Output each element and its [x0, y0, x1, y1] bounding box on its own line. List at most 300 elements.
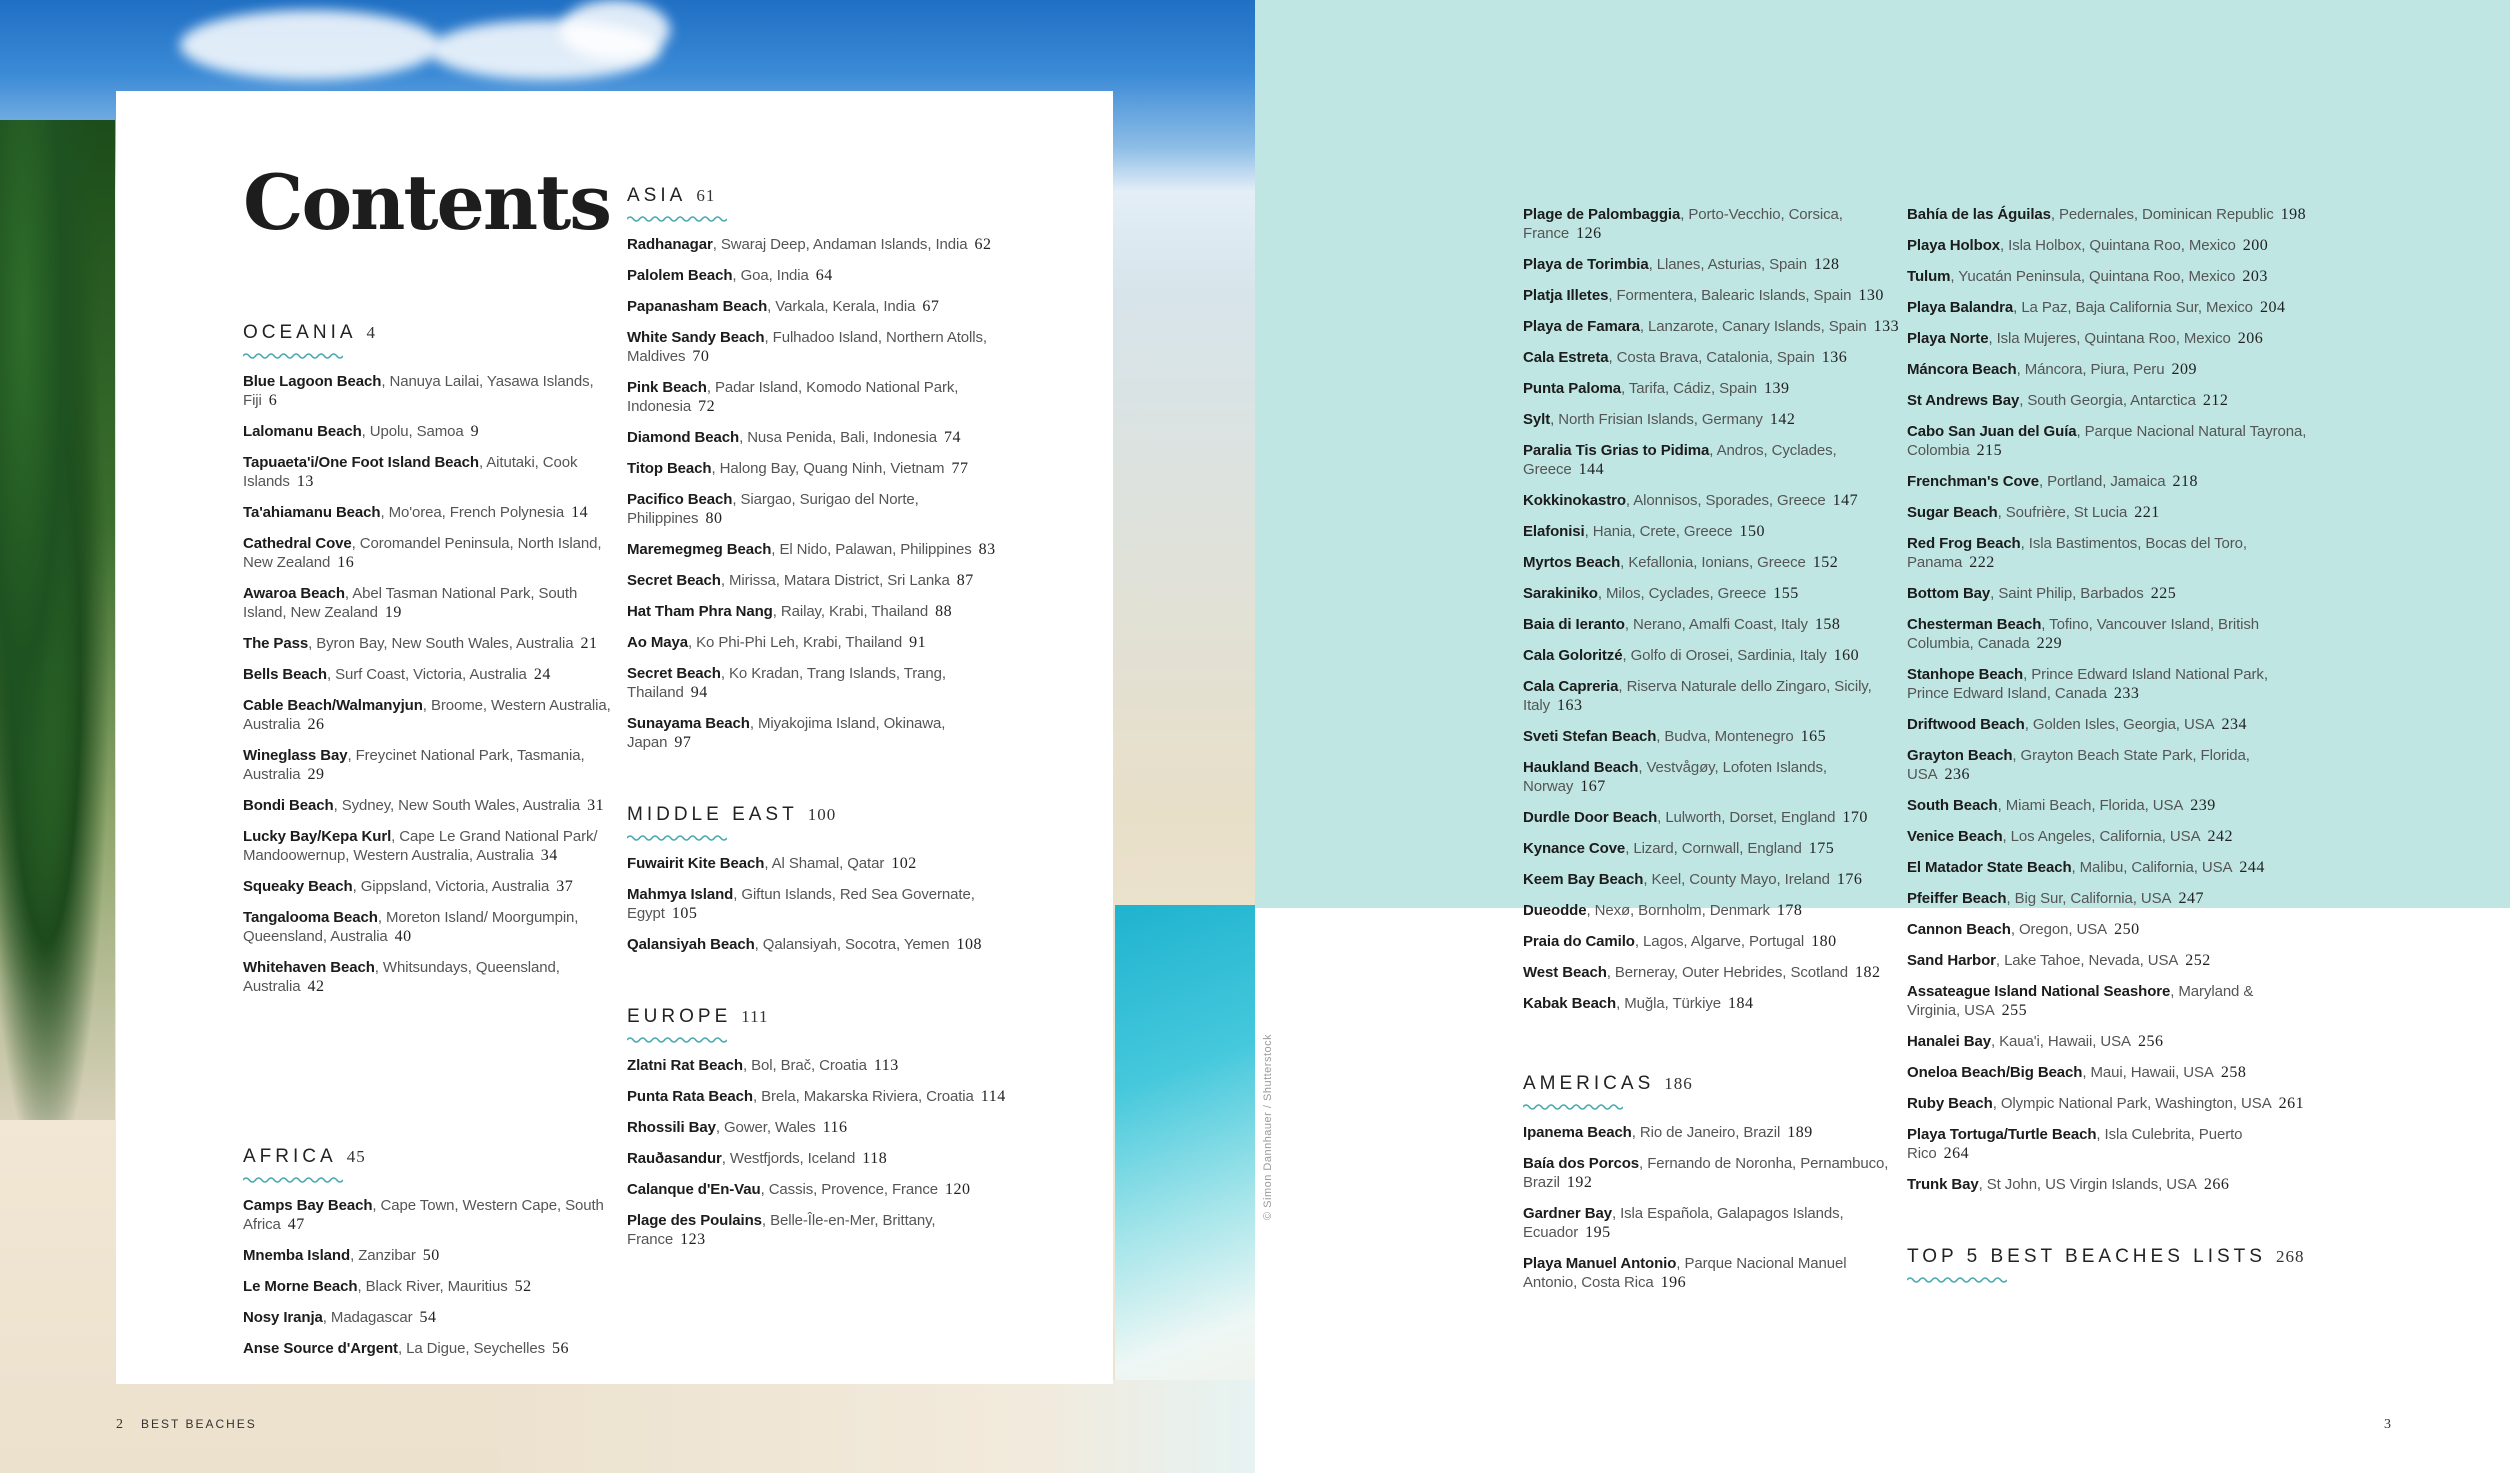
contents-entry[interactable]	[1523, 677, 1903, 715]
beach-name: Fuwairit Kite Beach	[627, 855, 765, 872]
separator: ,	[322, 1309, 331, 1326]
separator: ,	[2039, 473, 2048, 490]
entry-page-number: 150	[1739, 523, 1765, 540]
beach-name: Trunk Bay	[1907, 1176, 1979, 1193]
contents-entry[interactable]	[1907, 360, 2307, 379]
beach-location: Mirissa, Matara District, Sri Lanka	[729, 572, 950, 589]
wave-divider-icon	[243, 1176, 343, 1184]
separator: ,	[1634, 933, 1644, 950]
contents-entry[interactable]	[1907, 503, 2307, 522]
separator: ,	[2050, 206, 2060, 223]
contents-entry[interactable]	[1907, 534, 2307, 572]
entry-page-number: 37	[556, 878, 574, 895]
beach-name: Secret Beach	[627, 572, 721, 589]
separator: ,	[2076, 423, 2085, 440]
separator: ,	[771, 541, 780, 558]
entry-page-number: 147	[1832, 492, 1859, 509]
contents-entry[interactable]	[1907, 584, 2307, 603]
beach-name: Pacifico Beach	[627, 491, 733, 508]
beach-location: Ko Kradan, Trang Islands, Trang, Thailand	[627, 665, 946, 701]
separator: ,	[333, 797, 342, 814]
beach-name: Praia do Camilo	[1523, 933, 1635, 950]
beach-location: Fernando de Noronha, Pernambuco, Brazil	[1523, 1155, 1889, 1191]
contents-entry[interactable]	[1907, 982, 2307, 1020]
beach-name: Playa Manuel Antonio	[1523, 1255, 1677, 1272]
entry-page-number: 105	[671, 905, 698, 922]
entry-page-number: 21	[580, 635, 598, 652]
contents-entry[interactable]	[1907, 298, 2307, 317]
beach-name: Ruby Beach	[1907, 1095, 1993, 1112]
beach-name: Squeaky Beach	[243, 878, 353, 895]
beach-location: Nexø, Bornholm, Denmark	[1594, 902, 1770, 919]
contents-entry[interactable]	[627, 664, 1007, 702]
beach-name: Ao Maya	[627, 634, 688, 651]
beach-location: Saint Philip, Barbados	[1998, 585, 2144, 602]
separator: ,	[1621, 380, 1629, 397]
separator: ,	[1680, 206, 1689, 223]
entry-page-number: 120	[945, 1181, 971, 1198]
section-americas	[1523, 1073, 1903, 1292]
separator: ,	[1639, 1155, 1648, 1172]
separator: ,	[1950, 268, 1959, 285]
beach-location: Lake Tahoe, Nevada, USA	[2004, 952, 2179, 969]
book-title-footer: BEST BEACHES	[141, 1417, 257, 1431]
contents-entry[interactable]	[1523, 379, 1903, 398]
beach-location: South Georgia, Antarctica	[2027, 392, 2196, 409]
contents-entry[interactable]	[243, 453, 623, 491]
entry-page-number: 128	[1814, 256, 1840, 273]
beach-name: Sunayama Beach	[627, 715, 750, 732]
beach-name: Cathedral Cove	[243, 535, 352, 552]
beach-name: Cabo San Juan del Guía	[1907, 423, 2077, 440]
entry-page-number: 234	[2221, 716, 2247, 733]
separator: ,	[361, 423, 370, 440]
entry-page-number: 142	[1769, 411, 1796, 428]
entry-page-number: 24	[533, 666, 551, 683]
beach-location: Kefallonia, Ionians, Greece	[1628, 554, 1806, 571]
separator: ,	[1584, 523, 1593, 540]
beach-name: South Beach	[1907, 797, 1998, 814]
separator: ,	[1608, 349, 1617, 366]
beach-name: Myrtos Beach	[1523, 554, 1621, 571]
beach-location: Llanes, Asturias, Spain	[1656, 256, 1808, 273]
separator: ,	[351, 535, 360, 552]
entry-page-number: 167	[1580, 778, 1606, 795]
beach-location: Rio de Janeiro, Brazil	[1639, 1124, 1781, 1141]
entry-page-number: 29	[307, 766, 325, 783]
contents-entry[interactable]	[243, 584, 623, 622]
contents-entry[interactable]	[627, 935, 1007, 954]
separator: ,	[422, 697, 431, 714]
contents-entry[interactable]	[1523, 758, 1903, 796]
contents-entry[interactable]	[243, 634, 623, 653]
separator: ,	[1625, 840, 1634, 857]
entry-page-number: 88	[935, 603, 953, 620]
beach-location: Isla Holbox, Quintana Roo, Mexico	[2008, 237, 2236, 254]
contents-entry[interactable]	[1907, 1175, 2307, 1194]
section-heading-text: AFRICA	[243, 1146, 337, 1167]
contents-entry[interactable]	[627, 1149, 1007, 1168]
entry-page-number: 80	[705, 510, 723, 527]
contents-entry[interactable]	[1523, 522, 1903, 541]
beach-location: Coromandel Peninsula, North Island, New Zealand	[243, 535, 602, 571]
entry-page-number: 72	[698, 398, 716, 415]
beach-name: Diamond Beach	[627, 429, 740, 446]
contents-entry[interactable]	[1907, 472, 2307, 491]
contents-entry[interactable]	[1523, 1123, 1903, 1142]
section-africa	[243, 1146, 623, 1358]
entry-page-number: 50	[422, 1247, 440, 1264]
contents-entry[interactable]	[627, 633, 1007, 652]
contents-entry[interactable]	[627, 1180, 1007, 1199]
separator: ,	[1995, 952, 2005, 969]
contents-entry[interactable]	[627, 428, 1007, 447]
separator: ,	[1657, 809, 1666, 826]
beach-location: Cape Le Grand National Park/ Mandoowernup, Western Australia, Australia	[243, 828, 598, 864]
beach-name: Kabak Beach	[1523, 995, 1617, 1012]
entry-page-number: 218	[2172, 473, 2199, 490]
beach-name: Rauðasandur	[627, 1150, 722, 1167]
entry-page-number: 70	[692, 348, 710, 365]
contents-entry[interactable]	[243, 503, 623, 522]
separator: ,	[2010, 921, 2019, 938]
separator: ,	[1625, 492, 1634, 509]
contents-entry[interactable]	[1523, 205, 1903, 243]
contents-entry[interactable]	[627, 490, 1007, 528]
beach-location: Máncora, Piura, Peru	[2024, 361, 2165, 378]
contents-entry[interactable]	[243, 827, 623, 865]
contents-entry[interactable]	[1907, 1032, 2307, 1051]
section-heading[interactable]	[243, 322, 623, 344]
beach-name: Playa Norte	[1907, 330, 1989, 347]
beach-name: Secret Beach	[627, 665, 721, 682]
beach-location: Isla Española, Galapagos Islands, Ecuador	[1523, 1205, 1844, 1241]
contents-entry[interactable]	[1907, 889, 2307, 908]
contents-entry[interactable]	[627, 571, 1007, 590]
beach-name: Venice Beach	[1907, 828, 2003, 845]
entry-page-number: 40	[394, 928, 412, 945]
entry-page-number: 126	[1576, 225, 1602, 242]
contents-entry[interactable]	[1523, 870, 1903, 889]
contents-entry[interactable]	[627, 1056, 1007, 1075]
contents-entry[interactable]	[1523, 901, 1903, 920]
entry-page-number: 256	[2137, 1033, 2164, 1050]
beach-location: Golfo di Orosei, Sardinia, Italy	[1630, 647, 1827, 664]
contents-entry[interactable]	[1523, 1154, 1903, 1192]
contents-entry[interactable]	[627, 1087, 1007, 1106]
contents-entry[interactable]	[1907, 1094, 2307, 1113]
separator: ,	[344, 585, 353, 602]
beach-location: Malibu, California, USA	[2079, 859, 2233, 876]
beach-location: St John, US Virgin Islands, USA	[1986, 1176, 2197, 1193]
contents-entry[interactable]	[1523, 441, 1903, 479]
section-page-number: 186	[1664, 1074, 1693, 1093]
contents-entry[interactable]	[1523, 646, 1903, 665]
entry-page-number: 200	[2242, 237, 2269, 254]
contents-entry[interactable]	[627, 235, 1007, 254]
wave-divider-icon	[627, 215, 727, 223]
entry-page-number: 261	[2278, 1095, 2305, 1112]
entry-page-number: 77	[951, 460, 969, 477]
contents-entry[interactable]	[1907, 827, 2307, 846]
beach-name: Lucky Bay/Kepa Kurl	[243, 828, 392, 845]
beach-location: Hania, Crete, Greece	[1592, 523, 1733, 540]
contents-entry[interactable]	[1523, 255, 1903, 274]
separator: ,	[1997, 797, 2006, 814]
section-asia	[627, 185, 1007, 752]
beach-location: Bol, Brač, Croatia	[751, 1057, 867, 1074]
entry-page-number: 198	[2280, 206, 2307, 223]
entry-page-number: 102	[891, 855, 917, 872]
section-page-number: 4	[366, 323, 377, 342]
contents-column-1	[243, 322, 623, 1410]
separator: ,	[1624, 616, 1634, 633]
beach-name: Oneloa Beach/Big Beach	[1907, 1064, 2083, 1081]
entry-page-number: 144	[1578, 461, 1605, 478]
separator: ,	[2071, 859, 2080, 876]
beach-location: Keel, County Mayo, Ireland	[1651, 871, 1830, 888]
entry-page-number: 242	[2207, 828, 2233, 845]
contents-entry[interactable]	[627, 378, 1007, 416]
beach-location: Los Angeles, California, USA	[2010, 828, 2201, 845]
beach-location: Lulworth, Dorset, England	[1665, 809, 1836, 826]
beach-location: Portland, Jamaica	[2047, 473, 2166, 490]
separator: ,	[1990, 585, 1999, 602]
section-page-number: 268	[2275, 1247, 2305, 1266]
beach-name: Wineglass Bay	[243, 747, 348, 764]
contents-entry[interactable]	[243, 1308, 623, 1327]
beach-name: El Matador State Beach	[1907, 859, 2072, 876]
entry-page-number: 180	[1811, 933, 1837, 950]
contents-entry[interactable]	[1523, 1204, 1903, 1242]
beach-location: Siargao, Surigao del Norte, Philippines	[627, 491, 919, 527]
contents-entry[interactable]	[1907, 236, 2307, 255]
contents-entry[interactable]	[243, 1277, 623, 1296]
separator: ,	[733, 886, 742, 903]
section-heading[interactable]	[627, 804, 1007, 826]
contents-entry[interactable]	[1907, 746, 2307, 784]
section-heading[interactable]	[1523, 1073, 1903, 1095]
beach-location: Byron Bay, New South Wales, Australia	[316, 635, 574, 652]
contents-entry[interactable]	[1523, 286, 1903, 305]
beach-name: Rhossili Bay	[627, 1119, 716, 1136]
contents-entry[interactable]	[1523, 994, 1903, 1013]
beach-name: Chesterman Beach	[1907, 616, 2042, 633]
beach-location: Budva, Montenegro	[1664, 728, 1794, 745]
beach-name: Sand Harbor	[1907, 952, 1996, 969]
entry-page-number: 204	[2259, 299, 2286, 316]
contents-entry[interactable]	[1907, 267, 2307, 286]
contents-entry[interactable]	[243, 372, 623, 410]
beach-location: Cassis, Provence, France	[768, 1181, 939, 1198]
contents-entry[interactable]	[1523, 348, 1903, 367]
contents-column-2	[627, 185, 1007, 1301]
contents-entry[interactable]	[243, 534, 623, 572]
contents-entry[interactable]	[243, 665, 623, 684]
section-top-5-best-beaches-lists	[1907, 1246, 2307, 1284]
section-heading[interactable]	[627, 185, 1007, 207]
beach-name: Calanque d'En-Vau	[627, 1181, 761, 1198]
beach-location: Railay, Krabi, Thailand	[780, 603, 929, 620]
separator: ,	[2096, 1126, 2105, 1143]
contents-entry[interactable]	[1907, 665, 2307, 703]
folio-left	[116, 1417, 257, 1433]
contents-entry[interactable]	[243, 1246, 623, 1265]
wave-divider-icon	[1523, 1103, 1623, 1111]
contents-entry[interactable]	[1907, 920, 2307, 939]
contents-entry[interactable]	[1523, 584, 1903, 603]
beach-name: Mnemba Island	[243, 1247, 351, 1264]
beach-name: Sarakiniko	[1523, 585, 1598, 602]
contents-entry[interactable]	[627, 1118, 1007, 1137]
beach-name: Blue Lagoon Beach	[243, 373, 382, 390]
beach-name: Palolem Beach	[627, 267, 733, 284]
contents-entry[interactable]	[1523, 491, 1903, 510]
separator: ,	[2082, 1064, 2091, 1081]
entry-page-number: 94	[690, 684, 708, 701]
beach-location: Big Sur, California, USA	[2014, 890, 2172, 907]
entry-page-number: 175	[1808, 840, 1835, 857]
page-title: Contents	[243, 158, 611, 247]
separator: ,	[377, 909, 386, 926]
beach-location: Moreton Island/ Moorgumpin, Queensland, Australia	[243, 909, 579, 945]
beach-location: Fulhadoo Island, Northern Atolls, Maldives	[627, 329, 987, 365]
contents-entry[interactable]	[1523, 317, 1903, 336]
beach-location: Sydney, New South Wales, Australia	[341, 797, 581, 814]
separator: ,	[350, 1247, 359, 1264]
entry-page-number: 189	[1787, 1124, 1813, 1141]
separator: ,	[712, 236, 721, 253]
beach-name: Cala Capreria	[1523, 678, 1619, 695]
entry-page-number: 215	[1976, 442, 2003, 459]
entry-page-number: 176	[1836, 871, 1863, 888]
beach-location: Miyakojima Island, Okinawa, Japan	[627, 715, 946, 751]
contents-entry[interactable]	[243, 422, 623, 441]
contents-entry[interactable]	[1907, 796, 2307, 815]
contents-entry[interactable]	[1523, 963, 1903, 982]
contents-entry[interactable]	[243, 877, 623, 896]
contents-entry[interactable]	[1907, 715, 2307, 734]
section-heading-text: ASIA	[627, 185, 687, 206]
contents-entry[interactable]	[627, 297, 1007, 316]
contents-entry[interactable]	[243, 1339, 623, 1358]
separator: ,	[1631, 1124, 1640, 1141]
entry-page-number: 264	[1943, 1145, 1970, 1162]
separator: ,	[1620, 554, 1629, 571]
contents-entry[interactable]	[627, 266, 1007, 285]
entry-page-number: 165	[1800, 728, 1827, 745]
contents-entry[interactable]	[1907, 422, 2307, 460]
separator: ,	[2019, 392, 2028, 409]
contents-entry[interactable]	[1907, 1063, 2307, 1082]
contents-entry[interactable]	[243, 1196, 623, 1234]
contents-entry[interactable]	[1907, 615, 2307, 653]
contents-entry[interactable]	[1907, 329, 2307, 348]
entry-page-number: 42	[307, 978, 325, 995]
beach-name: Driftwood Beach	[1907, 716, 2025, 733]
beach-name: Tulum	[1907, 268, 1951, 285]
entry-page-number: 196	[1660, 1274, 1687, 1291]
section-heading-text: EUROPE	[627, 1006, 732, 1027]
contents-entry[interactable]	[627, 1211, 1007, 1249]
separator: ,	[1606, 964, 1615, 981]
entry-page-number: 250	[2114, 921, 2140, 938]
separator: ,	[720, 572, 729, 589]
contents-entry[interactable]	[1907, 1125, 2307, 1163]
entry-page-number: 16	[337, 554, 355, 571]
separator: ,	[772, 603, 781, 620]
contents-entry[interactable]	[1523, 932, 1903, 951]
entry-page-number: 212	[2202, 392, 2229, 409]
section-heading[interactable]	[1907, 1246, 2307, 1268]
beach-location: Black River, Mauritius	[365, 1278, 508, 1295]
contents-entry[interactable]	[1523, 727, 1903, 746]
entry-page-number: 54	[419, 1309, 437, 1326]
beach-name: Playa Balandra	[1907, 299, 2014, 316]
beach-location: Kaua'i, Hawaii, USA	[1999, 1033, 2131, 1050]
contents-entry[interactable]	[243, 796, 623, 815]
entry-page-number: 244	[2239, 859, 2265, 876]
contents-entry[interactable]	[243, 908, 623, 946]
beach-name: Kynance Cove	[1523, 840, 1626, 857]
wave-divider-icon	[243, 352, 343, 360]
contents-entry[interactable]	[1907, 205, 2307, 224]
section-heading[interactable]	[627, 1006, 1007, 1028]
beach-location: Lagos, Algarve, Portugal	[1643, 933, 1805, 950]
beach-name: Playa de Famara	[1523, 318, 1640, 335]
beach-location: Tofino, Vancouver Island, British Columbia, Canada	[1907, 616, 2260, 652]
beach-name: Durdle Door Beach	[1523, 809, 1658, 826]
contents-entry[interactable]	[627, 540, 1007, 559]
separator: ,	[764, 329, 773, 346]
beach-name: Playa Tortuga/Turtle Beach	[1907, 1126, 2097, 1143]
contents-entry[interactable]	[1523, 410, 1903, 429]
contents-entry[interactable]	[1523, 553, 1903, 572]
contents-entry[interactable]	[1907, 858, 2307, 877]
contents-entry[interactable]	[243, 696, 623, 734]
contents-entry[interactable]	[1907, 951, 2307, 970]
entry-page-number: 130	[1858, 287, 1884, 304]
beach-location: Maui, Hawaii, USA	[2090, 1064, 2214, 1081]
page-number-left: 2	[116, 1417, 123, 1432]
beach-location: Andros, Cyclades, Greece	[1523, 442, 1837, 478]
separator: ,	[732, 491, 741, 508]
contents-entry[interactable]	[1523, 615, 1903, 634]
contents-entry[interactable]	[1523, 839, 1903, 858]
contents-entry[interactable]	[1523, 808, 1903, 827]
beach-location: Padar Island, Komodo National Park, Indonesia	[627, 379, 959, 415]
beach-location: Nerano, Amalfi Coast, Italy	[1633, 616, 1808, 633]
contents-entry[interactable]	[627, 459, 1007, 478]
beach-location: Porto-Vecchio, Corsica, France	[1523, 206, 1843, 242]
entry-page-number: 266	[2203, 1176, 2230, 1193]
contents-entry[interactable]	[627, 602, 1007, 621]
contents-entry[interactable]	[1523, 1254, 1903, 1292]
contents-entry[interactable]	[627, 854, 1007, 873]
contents-entry[interactable]	[627, 885, 1007, 923]
contents-entry[interactable]	[627, 328, 1007, 366]
contents-entry[interactable]	[243, 746, 623, 784]
contents-entry[interactable]	[1907, 391, 2307, 410]
section-page-number: 61	[696, 186, 716, 205]
contents-entry[interactable]	[627, 714, 1007, 752]
section-heading[interactable]	[243, 1146, 623, 1168]
beach-name: Cala Goloritzé	[1523, 647, 1623, 664]
separator: ,	[752, 1088, 762, 1105]
beach-location: Milos, Cyclades, Greece	[1606, 585, 1767, 602]
contents-entry[interactable]	[243, 958, 623, 996]
separator: ,	[2002, 828, 2011, 845]
